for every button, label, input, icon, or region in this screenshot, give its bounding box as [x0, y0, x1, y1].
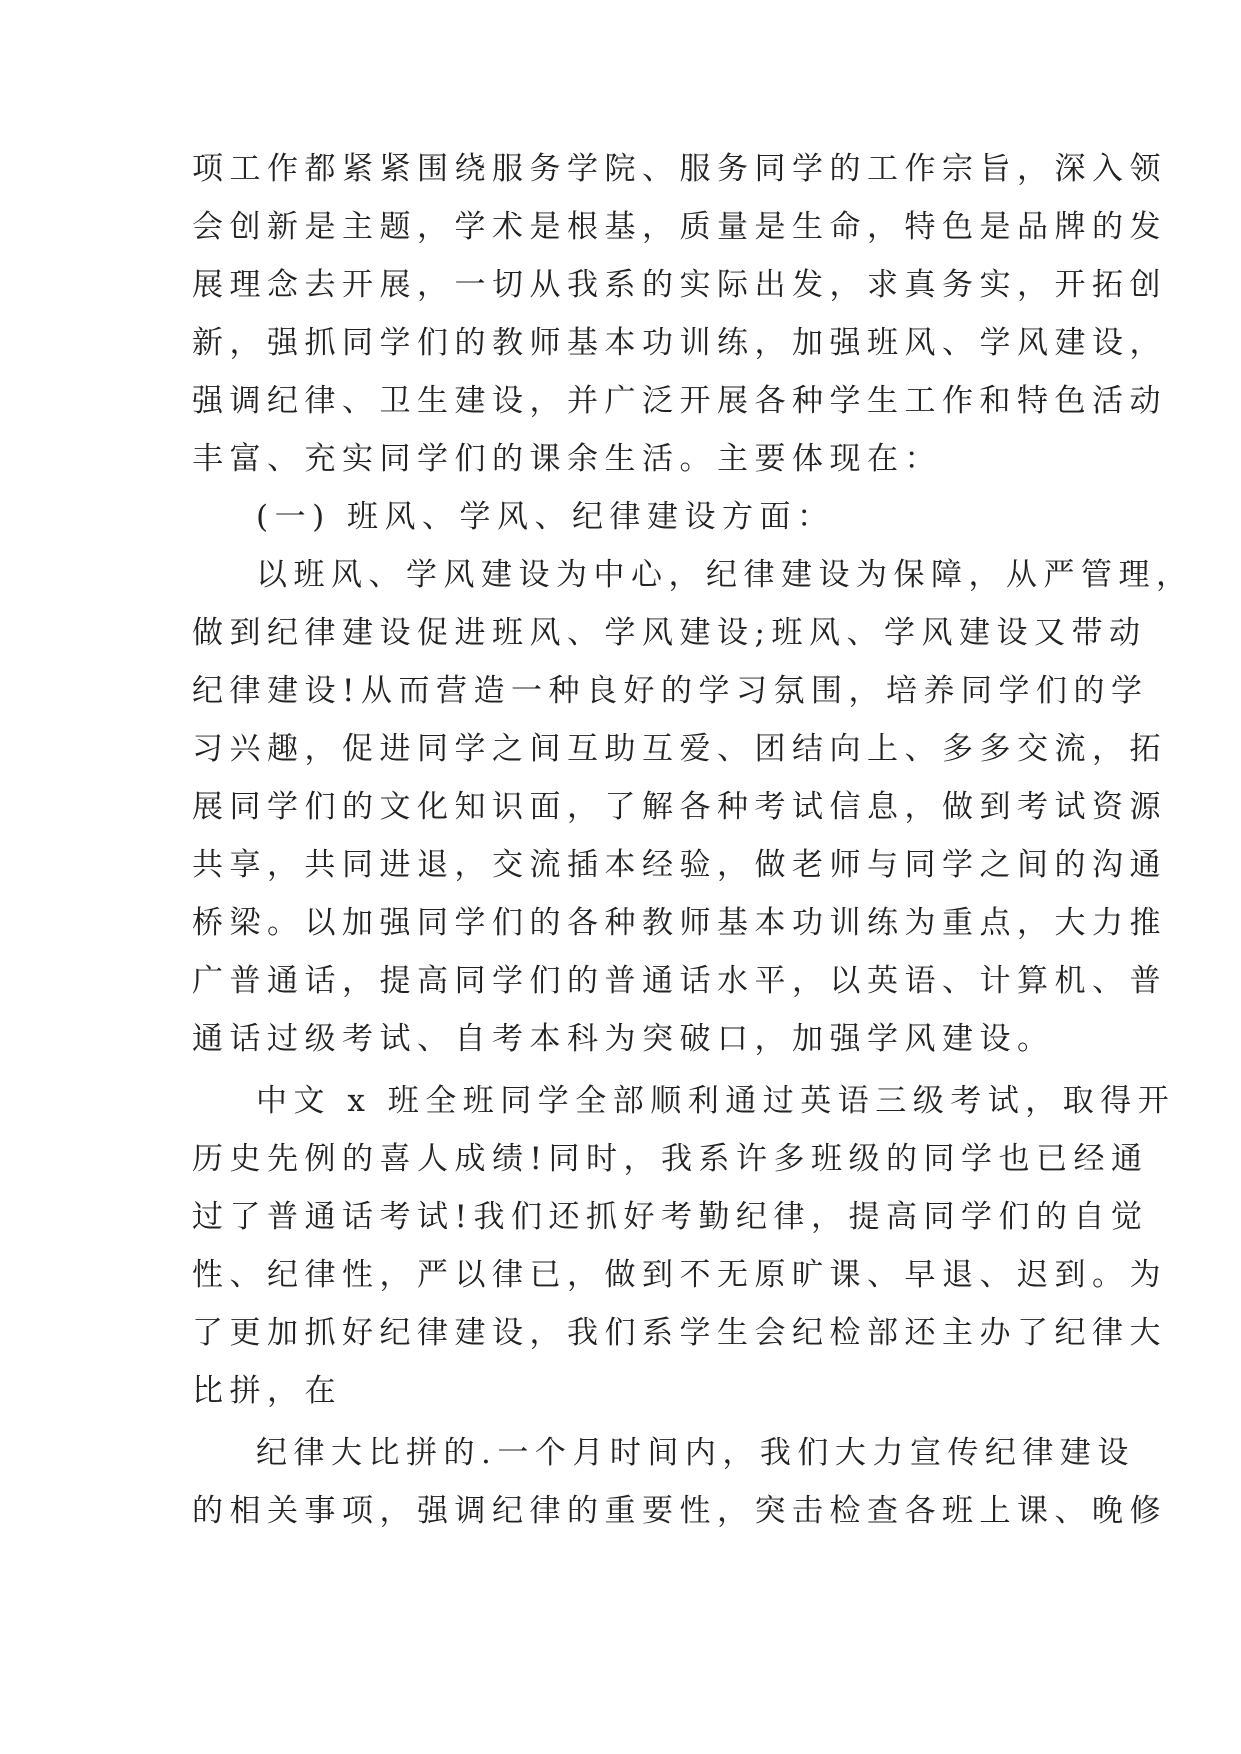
text-line: 性、纪律性，严以律已，做到不无原旷课、早退、迟到。为	[192, 1257, 1167, 1293]
text-line: 通话过级考试、自考本科为突破口，加强学风建设。	[192, 1021, 1055, 1057]
text-line: 历史先例的喜人成绩!同时，我系许多班级的同学也已经通	[192, 1141, 1149, 1177]
text-line: 纪律大比拼的.一个月时间内，我们大力宣传纪律建设	[256, 1435, 1135, 1471]
text-line: 项工作都紧紧围绕服务学院、服务同学的工作宗旨，深入领	[192, 151, 1167, 187]
text-line: 过了普通话考试!我们还抓好考勤纪律，提高同学们的自觉	[192, 1199, 1149, 1235]
text-line: 会创新是主题，学术是根基，质量是生命，特色是品牌的发	[192, 209, 1167, 245]
text-line: 强调纪律、卫生建设，并广泛开展各种学生工作和特色活动	[192, 383, 1167, 419]
text-line: 新，强抓同学们的教师基本功训练，加强班风、学风建设，	[192, 325, 1167, 361]
text-line: 以班风、学风建设为中心，纪律建设为保障，从严管理，	[256, 557, 1194, 593]
text-line: 展同学们的文化知识面，了解各种考试信息，做到考试资源	[192, 789, 1167, 825]
text-line: 中文 x 班全班同学全部顺利通过英语三级考试，取得开	[256, 1083, 1176, 1119]
text-line: 做到纪律建设促进班风、学风建设;班风、学风建设又带动	[192, 615, 1147, 651]
text-line: 纪律建设!从而营造一种良好的学习氛围，培养同学们的学	[192, 673, 1149, 709]
text-line: 丰富、充实同学们的课余生活。主要体现在：	[192, 441, 942, 477]
text-line: 广普通话，提高同学们的普通话水平，以英语、计算机、普	[192, 963, 1167, 999]
text-line: 习兴趣，促进同学之间互助互爱、团结向上、多多交流，拓	[192, 731, 1167, 767]
text-line: 了更加抓好纪律建设，我们系学生会纪检部还主办了纪律大	[192, 1315, 1167, 1351]
text-line: 展理念去开展，一切从我系的实际出发，求真务实，开拓创	[192, 267, 1167, 303]
text-line: 比拼，在	[192, 1373, 342, 1409]
text-line: 桥梁。以加强同学们的各种教师基本功训练为重点，大力推	[192, 905, 1167, 941]
text-line: 的相关事项，强调纪律的重要性，突击检查各班上课、晚修	[192, 1493, 1167, 1529]
text-line: 共享，共同进退，交流插本经验，做老师与同学之间的沟通	[192, 847, 1167, 883]
section-heading: (一) 班风、学风、纪律建设方面：	[256, 499, 835, 535]
